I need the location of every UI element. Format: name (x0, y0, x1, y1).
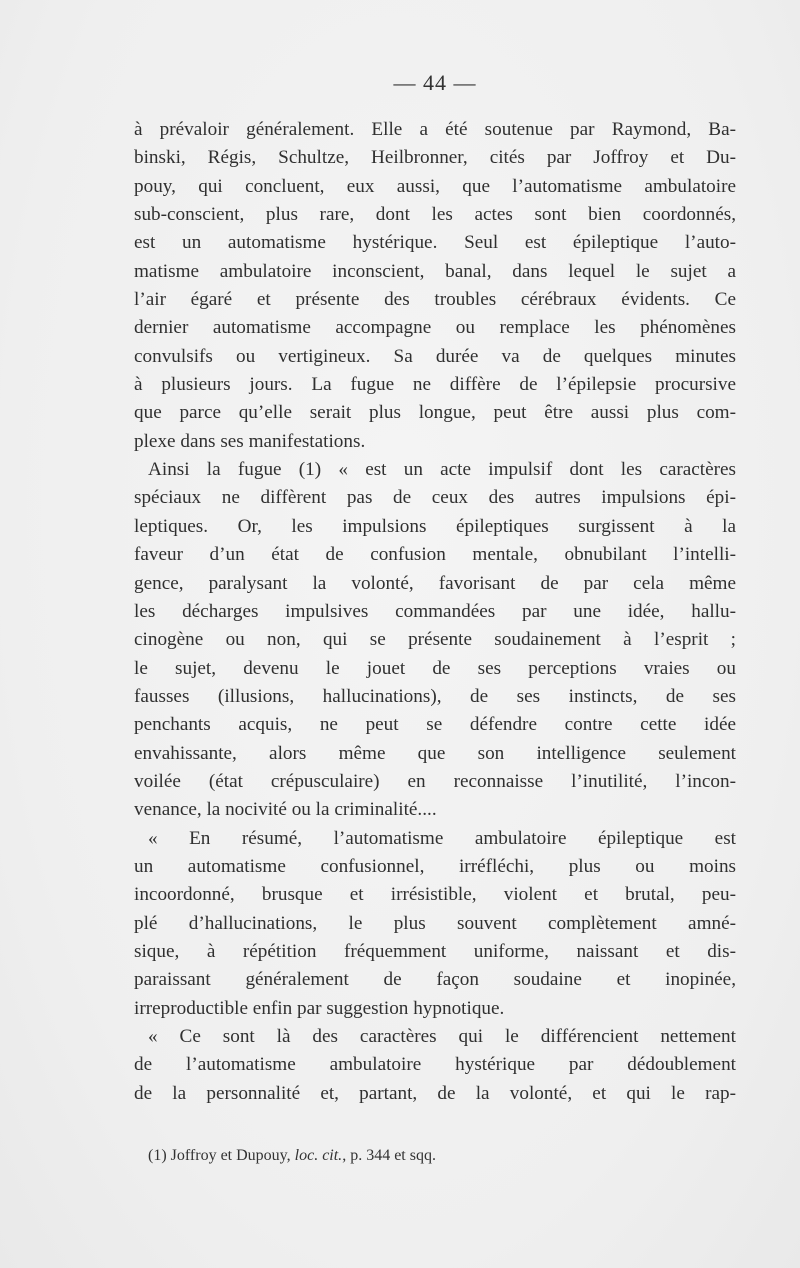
text-line: Ainsi la fugue (1) « est un acte impulsif dont les caractères (148, 459, 736, 481)
text-line: paraissant généralement de façon soudaine et inopinée, (134, 969, 736, 991)
text-line: le sujet, devenu le jouet de ses perceptions vraies ou (134, 657, 736, 679)
text-line: penchants acquis, ne peut se défendre contre cette idée (134, 714, 736, 736)
text-line: incoordonné, brusque et irrésistible, violent et brutal, peu- (134, 884, 736, 906)
text-line: pouy, qui concluent, eux aussi, que l’automatisme ambulatoire (134, 175, 736, 197)
text-line: irreproductible enfin par suggestion hypnotique. (134, 997, 505, 1019)
text-line: plé d’hallucinations, le plus souvent complètement amné- (134, 912, 736, 934)
text-line: à prévaloir généralement. Elle a été soutenue par Raymond, Ba- (134, 119, 736, 140)
text-line: plexe dans ses manifestations. (134, 430, 366, 452)
text-line: « Ce sont là des caractères qui le différencient nettement (148, 1026, 736, 1047)
text-line: l’air égaré et présente des troubles cérébraux évidents. Ce (134, 289, 736, 311)
text-line: que parce qu’elle serait plus longue, peut être aussi plus com- (134, 402, 736, 424)
text-line: à plusieurs jours. La fugue ne diffère de l’épilepsie procursive (134, 374, 736, 396)
text-line: envahissante, alors même que son intelligence seulement (134, 742, 736, 764)
footnote-page-reference: , p. 344 et sqq. (342, 1147, 436, 1164)
body-text (134, 116, 736, 1108)
text-line: sub-conscient, plus rare, dont les actes sont bien coordonnés, (134, 204, 736, 226)
text-line: un automatisme confusionnel, irréfléchi, plus ou moins (134, 855, 736, 877)
text-line: convulsifs ou vertigineux. Sa durée va de quelques minutes (134, 345, 736, 367)
text-line: de la personnalité et, partant, de la volonté, et qui le rap- (134, 1082, 736, 1104)
text-line: binski, Régis, Schultze, Heilbronner, cités par Joffroy et Du- (134, 147, 736, 169)
text-line: de l’automatisme ambulatoire hystérique par dédoublement (134, 1054, 736, 1076)
text-line: cinogène ou non, qui se présente soudainement à l’esprit ; (134, 629, 736, 651)
text-line: « En résumé, l’automatisme ambulatoire épileptique est (148, 827, 736, 849)
page-number: — 44 — (393, 70, 477, 95)
text-line: leptiques. Or, les impulsions épileptiques surgissent à la (134, 515, 736, 537)
text-line: spéciaux ne diffèrent pas de ceux des autres impulsions épi- (134, 487, 736, 509)
footnote (148, 1147, 436, 1165)
text-line: est un automatisme hystérique. Seul est épileptique l’auto- (134, 232, 736, 254)
footnote-reference: (1) Joffroy et Dupouy, (148, 1147, 291, 1164)
text-line: venance, la nocivité ou la criminalité.... (134, 799, 437, 821)
text-line: les décharges impulsives commandées par une idée, hallu- (134, 600, 736, 622)
text-line: voilée (état crépusculaire) en reconnaisse l’inutilité, l’incon- (134, 770, 736, 792)
text-line: fausses (illusions, hallucinations), de ses instincts, de ses (134, 685, 736, 707)
text-line: sique, à répétition fréquemment uniforme, naissant et dis- (134, 940, 736, 962)
text-line: dernier automatisme accompagne ou remplace les phénomènes (134, 317, 736, 339)
text-line: faveur d’un état de confusion mentale, obnubilant l’intelli- (134, 544, 736, 566)
text-line: matisme ambulatoire inconscient, banal, dans lequel le sujet a (134, 260, 736, 282)
text-line: gence, paralysant la volonté, favorisant de par cela même (134, 572, 736, 594)
footnote-citation-italic: loc. cit. (294, 1147, 343, 1164)
